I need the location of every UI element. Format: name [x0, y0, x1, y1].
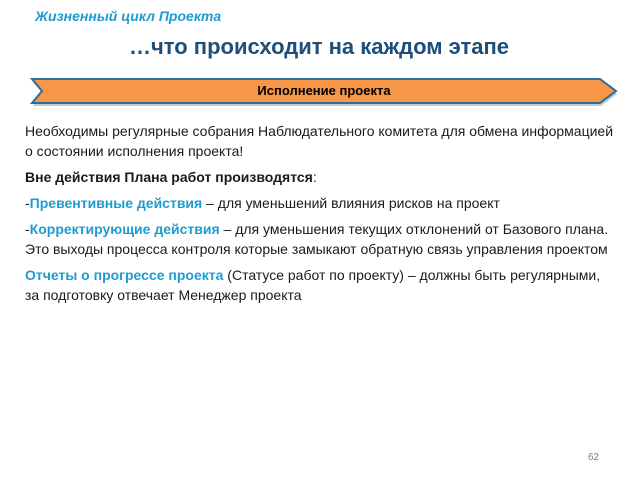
list-item-corrective	[25, 219, 615, 259]
paragraph-committee: Необходимы регулярные собрания Наблюдательного комитета для обмена информацией о состоянии исполнения проекта!	[25, 123, 614, 159]
dash: -	[25, 195, 30, 211]
paragraph-progress-reports	[25, 265, 615, 305]
progress-reports-description: (Статусе работ по проекту) – должны быть регулярными, за подготовку отвечает Менеджер проекта	[25, 267, 601, 303]
list-item-preventive	[25, 193, 615, 213]
preventive-description: – для уменьшений влияния рисков на проект	[202, 195, 500, 211]
section-kicker: Жизненный цикл Проекта	[35, 8, 222, 24]
banner-label: Исполнение проекта	[257, 83, 391, 98]
page-title: …что происходит на каждом этапе	[128, 34, 510, 59]
corrective-description: – для уменьшения текущих отклонений от Базового плана. Это выходы процесса контроля которые замыкают обратную связь управления проектом	[25, 221, 609, 257]
page-number: 62	[588, 452, 600, 463]
slide-body	[25, 121, 615, 311]
paragraph-outside-plan	[25, 167, 615, 187]
stage-banner	[30, 78, 618, 108]
outside-plan-colon: :	[312, 169, 317, 185]
term-preventive: Превентивные действия	[29, 195, 203, 211]
dash: -	[25, 221, 30, 237]
term-progress-reports: Отчеты о прогрессе проекта	[25, 267, 224, 283]
term-corrective: Корректирующие действия	[29, 221, 220, 237]
outside-plan-heading: Вне действия Плана работ производятся	[25, 169, 313, 185]
